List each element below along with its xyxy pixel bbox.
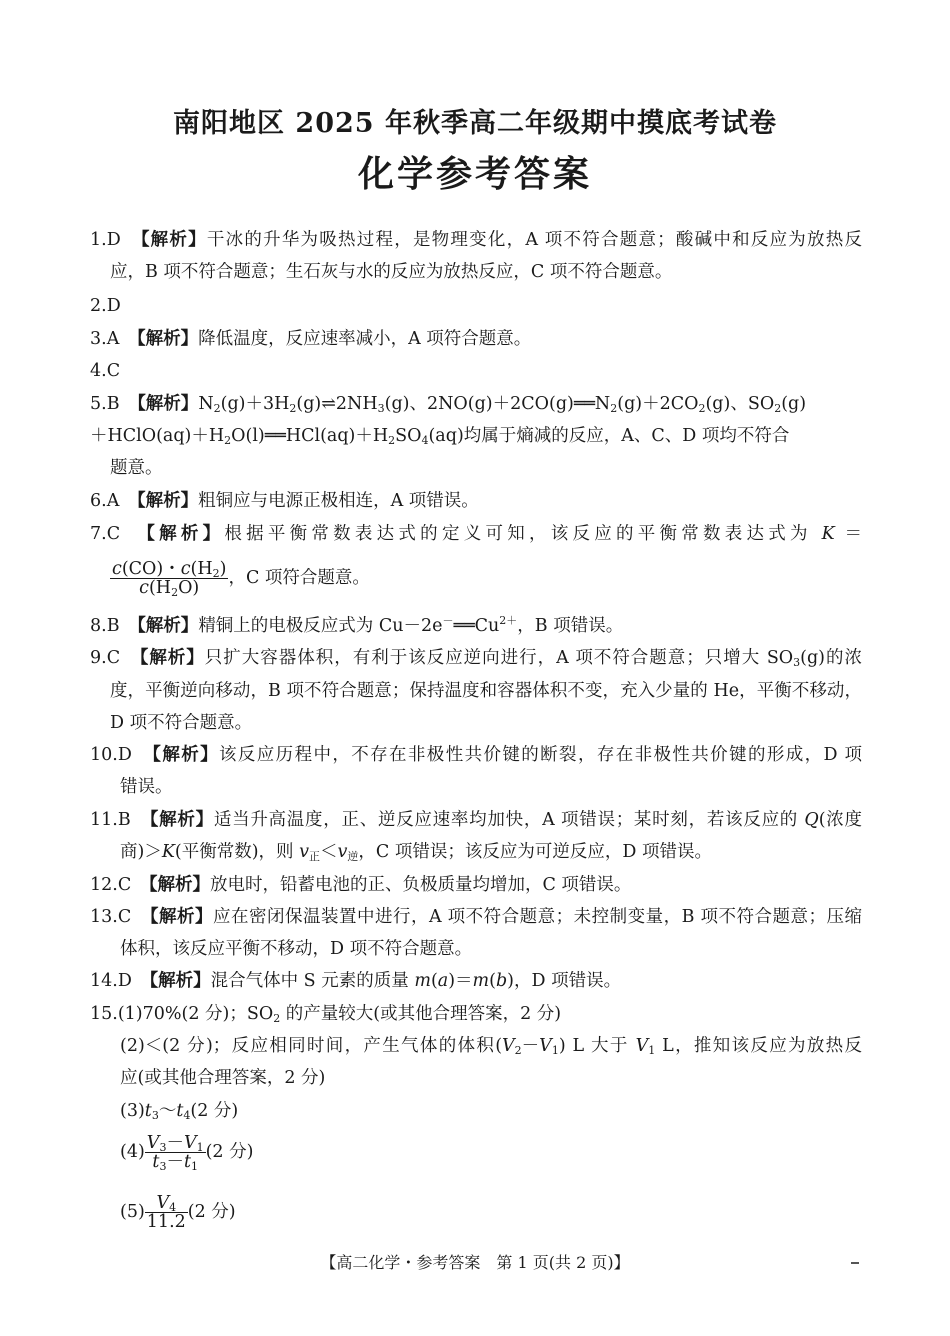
answer-title: 化学参考答案 bbox=[357, 153, 592, 195]
page-footer: 【高二化学・参考答案 第 1 页(共 2 页)】 bbox=[320, 1253, 630, 1272]
mole-fraction: $\frac{V_4}{11.2}$ bbox=[146, 1193, 186, 1232]
answer-13: 13.C 【解析】应在密闭保温装置中进行，A 项不符合题意；未控制变量，B 项不符合题意；压缩 bbox=[90, 907, 863, 927]
answer-12: 12.C 【解析】放电时，铅蓄电池的正、负极质量均增加，C 项错误。 bbox=[90, 875, 632, 895]
answer-1: 1.D 【解析】干冰的升华为吸热过程，是物理变化，A 项不符合题意；酸碱中和反应为放热反 bbox=[90, 230, 863, 250]
answer-15: 15.(1)70%(2 分)；$SO_2$ 的产量较大(或其他合理答案，2 分) bbox=[90, 1004, 562, 1025]
answer-14: 14.D 【解析】混合气体中 S 元素的质量 m(a)＝m(b)，D 项错误。 bbox=[90, 971, 622, 991]
equilibrium-constant-fraction: $\frac{c(CO)・c(H_2)}{c(H_2O)}$ bbox=[112, 559, 227, 599]
answer-3: 3.A 【解析】降低温度，反应速率减小，A 项符合题意。 bbox=[90, 329, 532, 349]
answer-11: 11.B 【解析】适当升高温度，正、逆反应速率均加快，A 项错误；某时刻，若该反应的 Q(浓度 bbox=[90, 810, 862, 830]
answer-2: 2.D bbox=[90, 296, 121, 316]
answer-7: 7.C 【解析】根据平衡常数表达式的定义可知，该反应的平衡常数表达式为 K ＝ bbox=[90, 524, 863, 544]
answer-10: 10.D 【解析】该反应历程中，不存在非极性共价键的断裂，存在非极性共价键的形成，D 项 bbox=[90, 745, 863, 765]
exam-title: 南阳地区 2025 年秋季高二年级期中摸底考试卷 bbox=[173, 108, 777, 139]
answer-5: 5.B 【解析】$N_2(g)+3H_2(g)\rightleftharpoons 2NH_3(g)$、$2NO(g)+2CO(g)══N_2(g)+2CO_2(g)$、$SO_2(g)$ bbox=[90, 394, 807, 415]
answer-9: 9.C 【解析】只扩大容器体积，有利于该反应逆向进行，A 项不符合题意；只增大 $SO_3(g)$的浓 bbox=[90, 648, 862, 669]
corner-mark bbox=[851, 1262, 859, 1264]
answer-6: 6.A 【解析】粗铜应与电源正极相连，A 项错误。 bbox=[90, 491, 479, 511]
answer-4: 4.C bbox=[90, 361, 121, 381]
rate-fraction: $\frac{V_3-V_1}{t_3-t_1}$ bbox=[146, 1133, 204, 1173]
answer-8: 8.B 【解析】精铜上的电极反应式为 $Cu-2e^-══Cu^{2+}$，B 项错误。 bbox=[90, 614, 624, 636]
